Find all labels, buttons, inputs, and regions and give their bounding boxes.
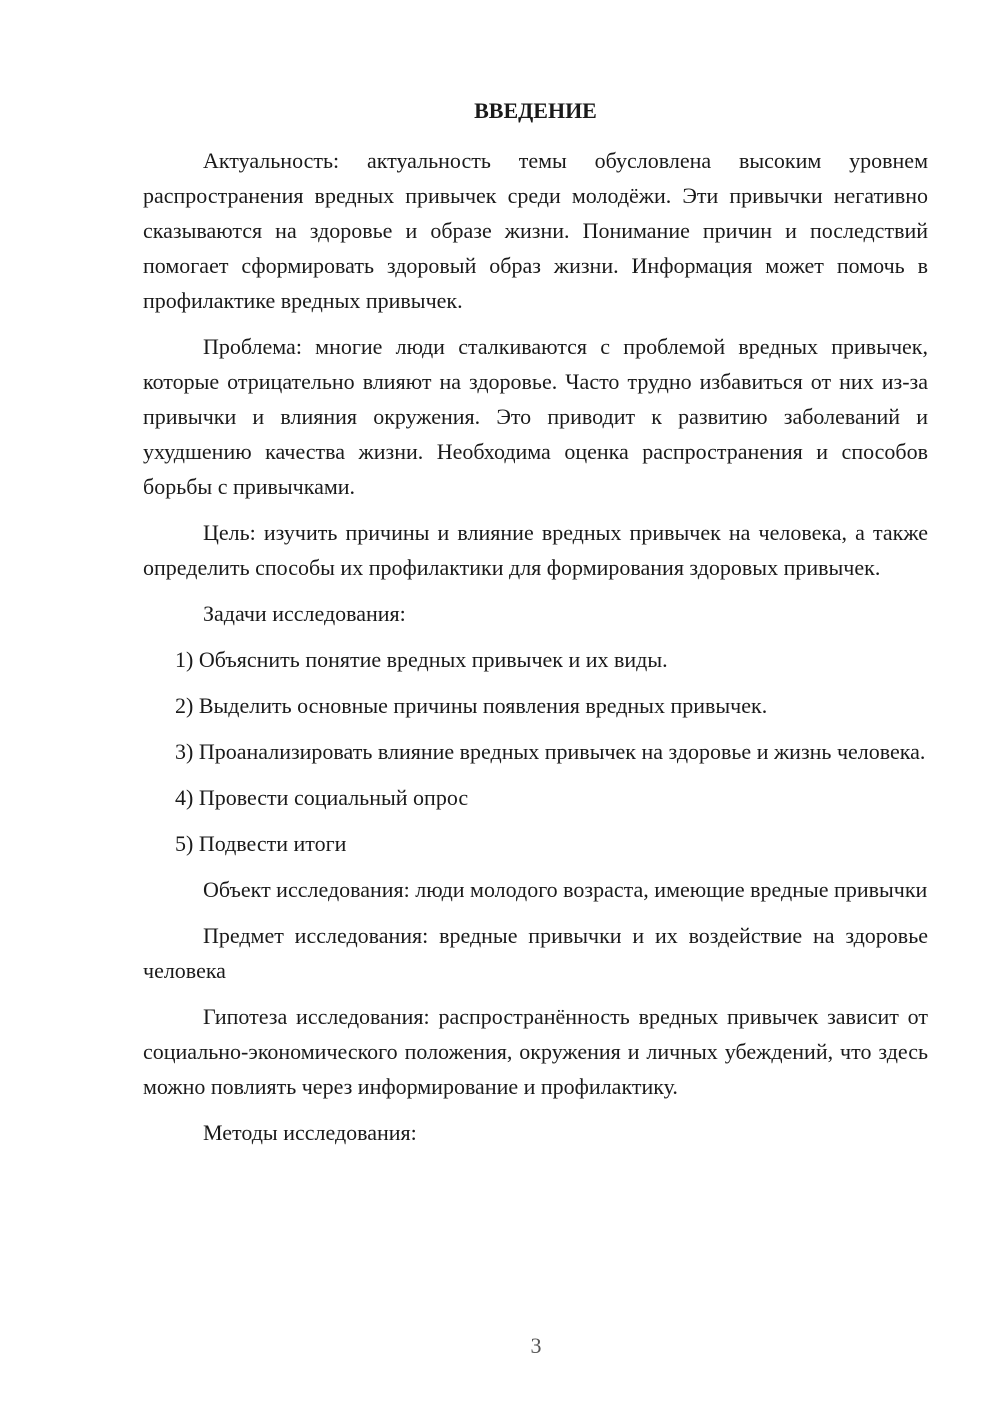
list-item: 4) Провести социальный опрос [175, 785, 469, 810]
document-page [143, 93, 928, 1161]
list-item: 3) Проанализировать влияние вредных привычек на здоровье и жизнь человека. [175, 739, 926, 764]
paragraph-subject: Предмет исследования: вредные привычки и их воздействие на здоровье человека [143, 923, 928, 983]
paragraph-problem: Проблема: многие люди сталкиваются с проблемой вредных привычек, которые отрицательно влияют на здоровье. Часто трудно избавиться от них из-за привычки и влияния окружения. Это приводит к развитию заболеваний и ухудшению качества жизни. Необходима оценка распространения и способов борьбы с привычками. [143, 334, 928, 499]
page-number: 3 [530, 1333, 542, 1358]
paragraph-object: Объект исследования: люди молодого возраста, имеющие вредные привычки [203, 877, 928, 902]
paragraph-methods-title: Методы исследования: [203, 1120, 417, 1145]
list-item: 1) Объяснить понятие вредных привычек и их виды. [175, 647, 668, 672]
paragraph-relevance: Актуальность: актуальность темы обусловлена высоким уровнем распространения вредных привычек среди молодёжи. Эти привычки негативно сказываются на здоровье и образе жизни. Понимание причин и последствий помогает сформировать здоровый образ жизни. Информация может помочь в профилактике вредных привычек. [143, 148, 928, 313]
list-item: 5) Подвести итоги [175, 831, 347, 856]
list-item: 2) Выделить основные причины появления вредных привычек. [175, 693, 768, 718]
page-title: ВВЕДЕНИЕ [474, 98, 597, 123]
paragraph-tasks-title: Задачи исследования: [203, 601, 406, 626]
paragraph-hypothesis: Гипотеза исследования: распространённость вредных привычек зависит от социально-экономического положения, окружения и личных убеждений, что здесь можно повлиять через информирование и профилактику. [143, 1004, 928, 1099]
paragraph-goal: Цель: изучить причины и влияние вредных привычек на человека, а также определить способы их профилактики для формирования здоровых привычек. [143, 520, 928, 580]
